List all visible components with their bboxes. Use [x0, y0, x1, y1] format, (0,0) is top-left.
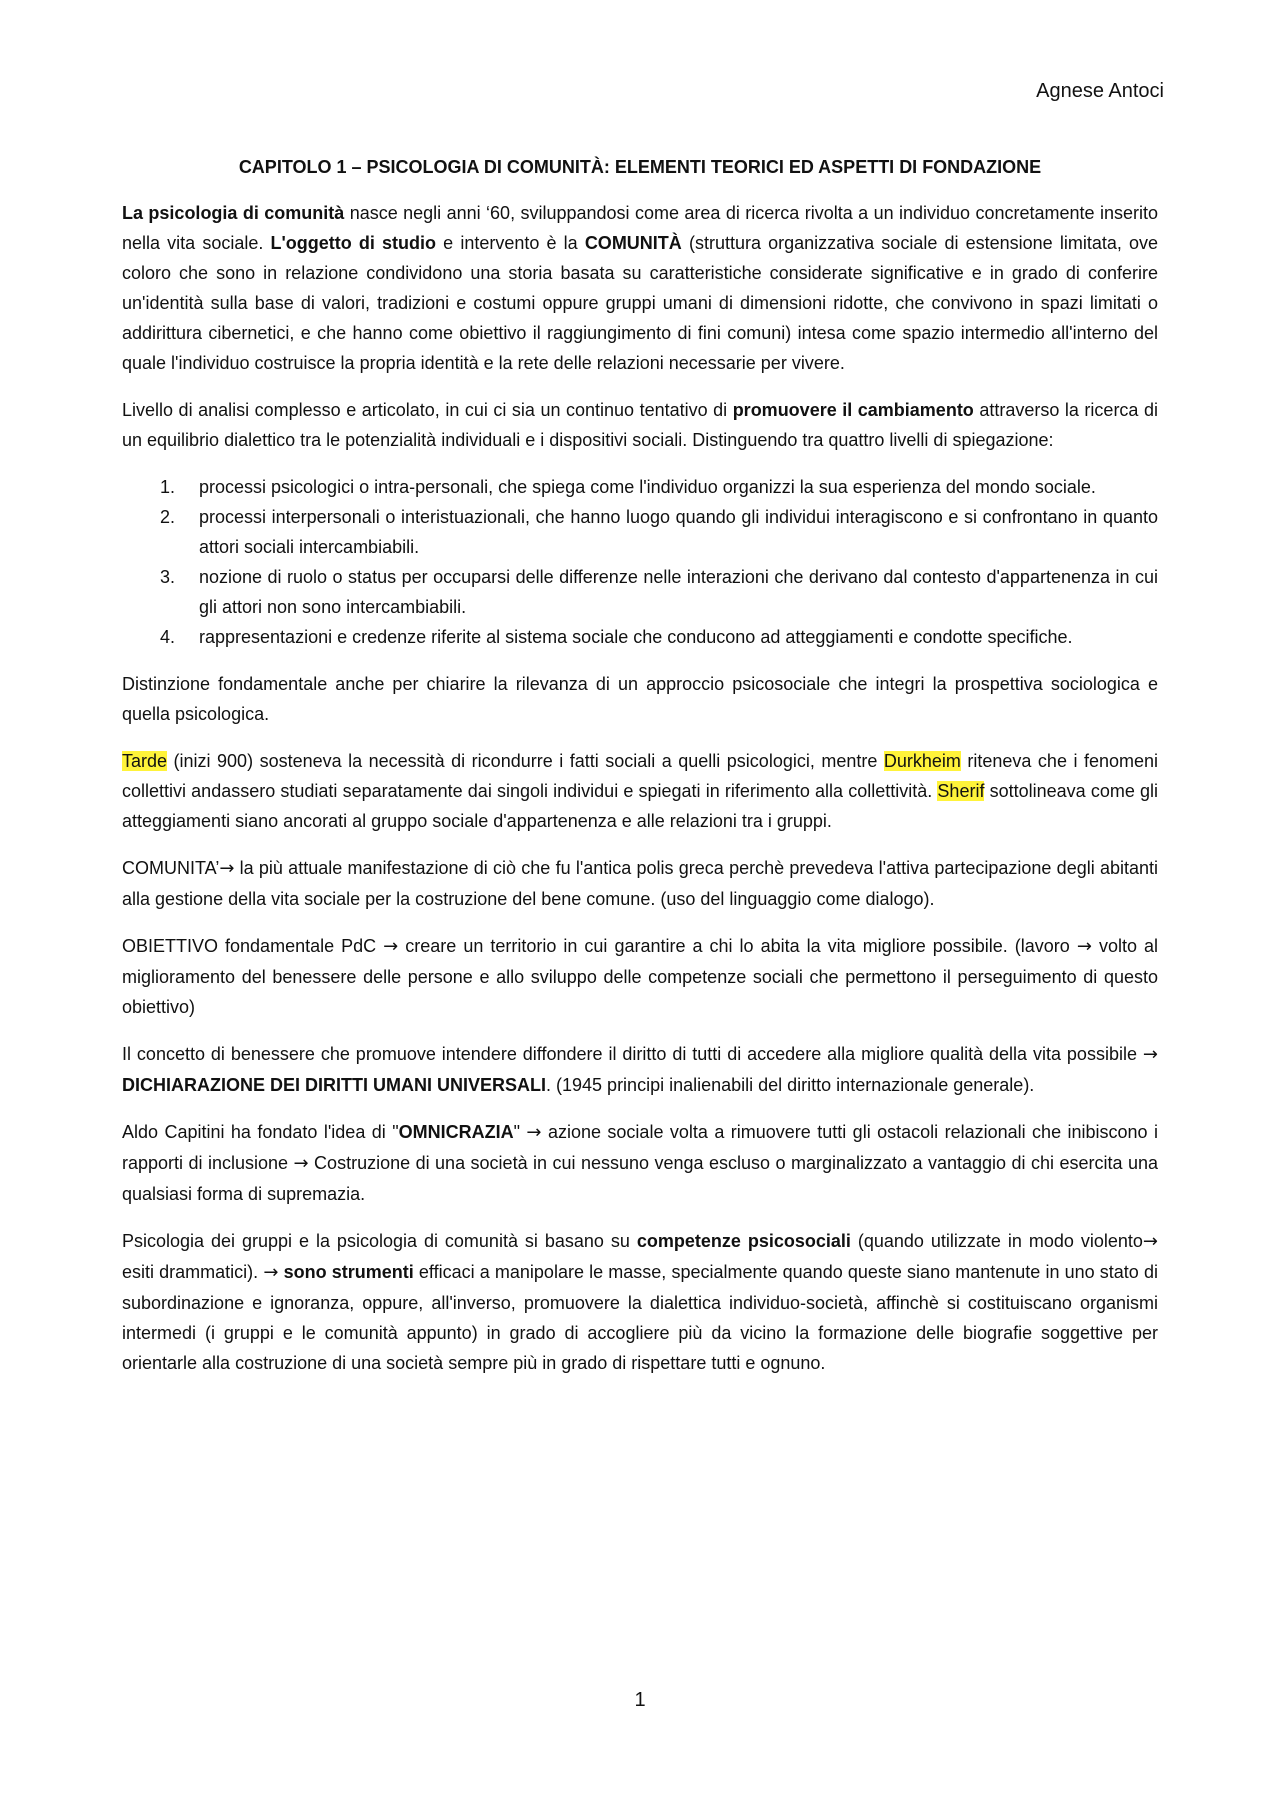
text-run: azione sociale volta a rimuovere tutti gli ostacoli relazionali che inibiscono i rapporti di inclusione — [122, 1122, 1158, 1173]
arrow-icon: → — [1076, 936, 1092, 957]
text-run: la più attuale manifestazione di ciò che fu l'antica polis greca perchè prevedeva l'attiva partecipazione degli abitanti alla gestione della vita sociale per la costruzione del bene comune. (uso del linguaggio come dialogo). — [122, 858, 1158, 909]
explanation-levels-list — [122, 472, 1158, 652]
text-run: efficaci a manipolare le masse, specialmente quando queste siano mantenute in uno stato di subordinazione e ignoranza, oppure, all'inverso, promuovere la dialettica individuo-società, affinchè si costituiscano organismi intermedi (i gruppi e le comunità appunto) in grado di accogliere più da vicino la formazione delle biografie soggettive per orientarle alla costruzione di una società sempre più in grado di rispettare tutti e ognuno. — [122, 1262, 1158, 1373]
paragraph-omnicrazia — [122, 1117, 1158, 1209]
bold-term: sono strumenti — [283, 1262, 414, 1282]
arrow-icon: → — [219, 858, 235, 879]
text-run: Psicologia dei gruppi e la psicologia di comunità si basano su — [122, 1231, 637, 1251]
paragraph-analysis-level — [122, 395, 1158, 455]
list-number: 3. — [160, 567, 176, 587]
list-item — [122, 622, 1158, 652]
list-item — [122, 502, 1158, 562]
bold-term: DICHIARAZIONE DEI DIRITTI UMANI UNIVERSALI — [122, 1075, 547, 1095]
document-body — [122, 198, 1158, 1395]
text-run: (struttura organizzativa sociale di estensione limitata, ove coloro che sono in relazione condividono una storia basata su caratteristiche considerate significative e in grado di conferire un'identità sulla base di valori, tradizioni e costumi oppure gruppi umani di dimensioni ridotte, che convivono in spazi limitati o addirittura cibernetici, e che hanno come obiettivo il raggiungimento di fini comuni) intesa come spazio intermedio all'interno del quale l'individuo costruisce la propria identità e la rete delle relazioni necessarie per vivere. — [122, 233, 1159, 373]
text-run: esiti drammatici). — [122, 1262, 264, 1282]
paragraph-competences — [122, 1226, 1158, 1378]
highlighted-name: Sherif — [937, 781, 985, 801]
list-number: 1. — [160, 477, 176, 497]
paragraph-community — [122, 853, 1158, 914]
paragraph-authors — [122, 746, 1158, 836]
list-item-text: nozione di ruolo o status per occuparsi delle differenze nelle interazioni che derivano dal contesto d'appartenenza in cui gli attori non sono intercambiabili. — [199, 567, 1158, 617]
text-run: Livello di analisi complesso e articolato, in cui ci sia un continuo tentativo di — [122, 400, 733, 420]
arrow-icon: → — [263, 1262, 279, 1283]
text-run: . (1945 principi inalienabili del diritto internazionale generale). — [546, 1075, 1035, 1095]
paragraph-distinction: Distinzione fondamentale anche per chiarire la rilevanza di un approccio psicosociale che integri la prospettiva sociologica e quella psicologica. — [122, 674, 1158, 724]
paragraph-wellbeing — [122, 1039, 1158, 1100]
list-item-text: processi psicologici o intra-personali, che spiega come l'individuo organizzi la sua esperienza del mondo sociale. — [199, 477, 1096, 497]
text-run: COMUNITA’ — [122, 858, 220, 878]
highlighted-name: Tarde — [122, 751, 168, 771]
paragraph-intro — [122, 198, 1158, 378]
arrow-icon: → — [293, 1153, 309, 1174]
text-run: volto al miglioramento del benessere delle persone e allo sviluppo delle competenze sociali che permettono il perseguimento di questo obiettivo) — [122, 936, 1158, 1017]
page-number: 1 — [634, 1689, 646, 1711]
text-run: e intervento è la — [436, 233, 585, 253]
text-run: OBIETTIVO fondamentale PdC — [122, 936, 384, 956]
text-run: (quando utilizzate in modo violento — [850, 1231, 1143, 1251]
text-run: Aldo Capitini ha fondato l'idea di " — [122, 1122, 399, 1142]
bold-term: promuovere il cambiamento — [732, 400, 974, 420]
bold-term: OMNICRAZIA — [398, 1122, 514, 1142]
text-run: attraverso la ricerca di un equilibrio dialettico tra le potenzialità individuali e i dispositivi sociali. Distinguendo tra quattro livelli di spiegazione: — [122, 400, 1158, 450]
text-run: " — [513, 1122, 527, 1142]
text-run: nasce negli anni ‘60, sviluppandosi come area di ricerca rivolta a un individuo concretamente inserito nella vita sociale. — [122, 203, 1158, 253]
highlighted-name: Durkheim — [883, 751, 961, 771]
list-item — [122, 562, 1158, 622]
text-run: (inizi 900) sosteneva la necessità di ricondurre i fatti sociali a quelli psicologici, mentre — [167, 751, 884, 771]
list-item-text: processi interpersonali o interistuazionali, che hanno luogo quando gli individui interagiscono e si confrontano in quanto attori sociali intercambiabili. — [199, 507, 1158, 557]
header-author: Agnese Antoci — [1036, 80, 1164, 102]
text-run: riteneva che i fenomeni collettivi andassero studiati separatamente dai singoli individui e spiegati in riferimento alla collettività. — [122, 751, 1158, 801]
text-run: Il concetto di benessere che promuove intendere diffondere il diritto di tutti di accedere alla migliore qualità della vita possibile — [122, 1044, 1143, 1064]
arrow-icon: → — [1142, 1044, 1158, 1065]
bold-term: L'oggetto di studio — [270, 233, 437, 253]
arrow-icon: → — [383, 936, 399, 957]
list-item-text: rappresentazioni e credenze riferite al sistema sociale che conducono ad atteggiamenti e condotte specifiche. — [199, 627, 1073, 647]
arrow-icon: → — [526, 1122, 542, 1143]
bold-term: competenze psicosociali — [636, 1231, 851, 1251]
text-run: sottolineava come gli atteggiamenti siano ancorati al gruppo sociale d'appartenenza e alle relazioni tra i gruppi. — [122, 781, 1159, 831]
text-run: Costruzione di una società in cui nessuno venga escluso o marginalizzato a vantaggio di chi esercita una qualsiasi forma di supremazia. — [122, 1153, 1158, 1204]
arrow-icon: → — [1142, 1231, 1158, 1252]
chapter-title: CAPITOLO 1 – PSICOLOGIA DI COMUNITÀ: ELEMENTI TEORICI ED ASPETTI DI FONDAZIONE — [238, 157, 1042, 177]
bold-term: COMUNITÀ — [584, 233, 682, 253]
list-number: 4. — [160, 627, 176, 647]
text-run: creare un territorio in cui garantire a chi lo abita la vita migliore possibile. (lavoro — [398, 936, 1077, 956]
list-number: 2. — [160, 507, 176, 527]
paragraph-objective — [122, 931, 1158, 1022]
bold-term: La psicologia di comunità — [122, 203, 345, 223]
list-item — [122, 472, 1158, 502]
